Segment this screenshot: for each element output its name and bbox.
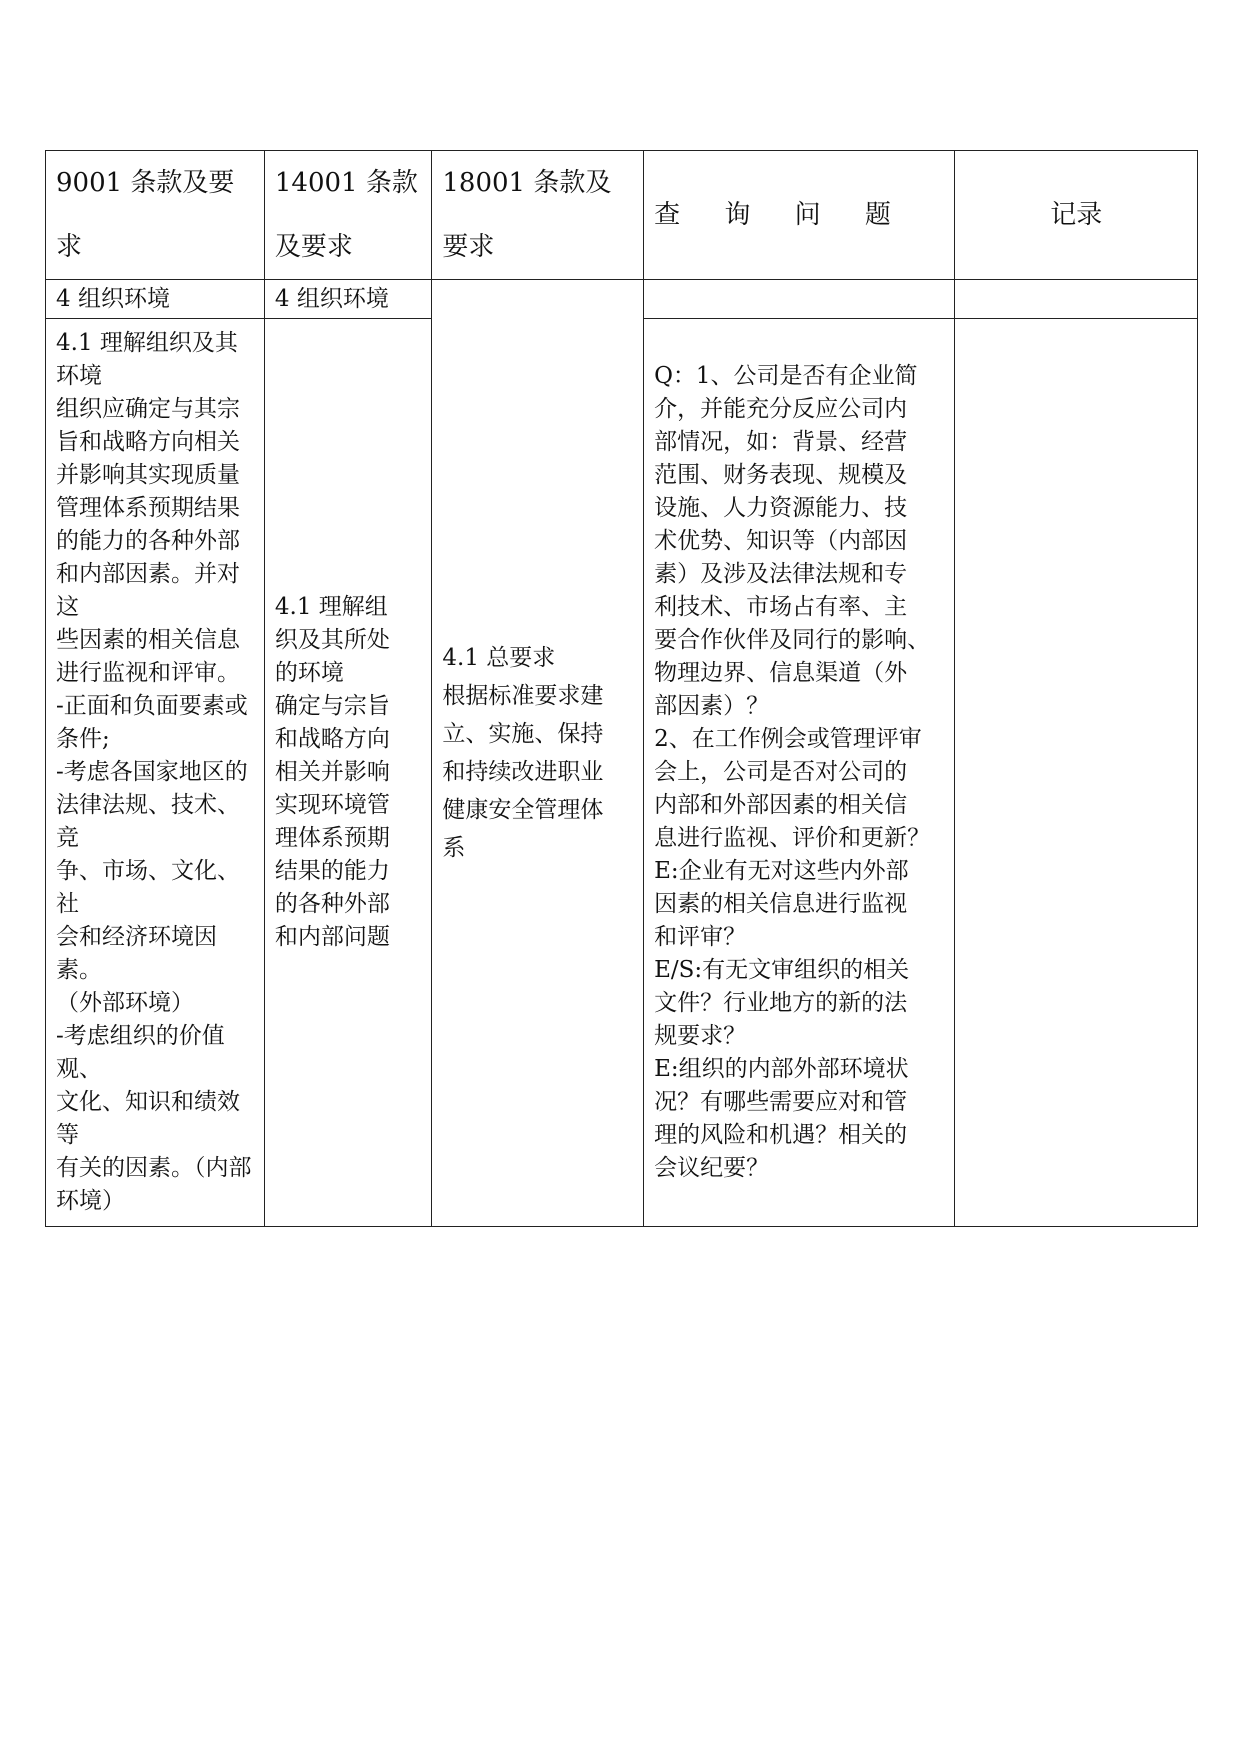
header-9001: 9001 条款及要求: [46, 151, 265, 280]
text-line: 会议纪要？: [654, 1155, 770, 1181]
text-line: 设施、人力资源能力、技: [654, 495, 908, 521]
text-line: 术优势、知识等（内部因: [654, 528, 908, 554]
table-header-row: [46, 151, 1198, 280]
header-record: 记录: [955, 151, 1198, 280]
text-line: 组织应确定与其宗: [56, 396, 240, 422]
text-line: 理的风险和机遇？相关的: [654, 1122, 908, 1148]
text-line: 和战略方向: [274, 726, 390, 752]
text-line: 些因素的相关信息: [56, 627, 240, 653]
text-line: 部情况，如：背景、经营: [654, 429, 908, 455]
text-line: 的环境: [274, 660, 344, 686]
text-line: 相关并影响: [274, 759, 390, 785]
text-line: （外部环境）: [56, 990, 194, 1016]
text-line: 条件;: [56, 726, 110, 752]
text-line: 理体系预期: [274, 825, 390, 851]
text-line: 4.1 理解组: [274, 594, 388, 620]
text-line: 和内部问题: [274, 924, 390, 950]
header-questions: 查 询 问 题: [644, 151, 955, 280]
text-line: 环境）: [56, 1188, 125, 1214]
text-line: 素）及涉及法律法规和专: [654, 561, 908, 587]
text-line: 会上，公司是否对公司的: [654, 759, 908, 785]
text-line: 部因素）？: [654, 693, 770, 719]
section-14001: 4 组织环境: [264, 280, 432, 319]
text-line: 织及其所处: [274, 627, 390, 653]
text-line: 进行监视和评审。: [56, 660, 240, 686]
text-line: 会和经济环境因素。: [56, 924, 217, 983]
text-line: -考虑各国家地区的: [56, 759, 248, 785]
text-line: 要合作伙伴及同行的影响、: [654, 627, 931, 653]
text-line: 文化、知识和绩效等: [56, 1089, 240, 1148]
body-questions: [644, 319, 955, 1227]
text-line: 况？有哪些需要应对和管: [654, 1089, 908, 1115]
text-line: 有关的因素。（内部: [56, 1155, 252, 1181]
text-line: 立、实施、保持: [442, 721, 604, 747]
text-line: 确定与宗旨: [274, 693, 390, 719]
body-9001: [46, 319, 265, 1227]
text-line: 的能力的各种外部: [56, 528, 240, 554]
audit-checklist-table: [45, 150, 1198, 1227]
text-line: E:组织的内部外部环境状: [654, 1056, 909, 1082]
text-line: 环境: [56, 363, 102, 389]
text-line: 旨和战略方向相关: [56, 429, 240, 455]
text-line: 和内部因素。并对这: [56, 561, 240, 620]
text-line: E/S:有无文审组织的相关: [654, 957, 910, 983]
text-line: 介，并能充分反应公司内: [654, 396, 908, 422]
text-line: 2、在工作例会或管理评审: [654, 726, 922, 752]
text-line: E:企业有无对这些内外部: [654, 858, 909, 884]
text-line: -正面和负面要素或: [56, 693, 248, 719]
text-line: -考虑组织的价值观、: [56, 1023, 225, 1082]
text-line: 的各种外部: [274, 891, 390, 917]
text-line: 范围、财务表现、规模及: [654, 462, 908, 488]
section-questions-empty: [644, 280, 955, 319]
text-line: Q：1、公司是否有企业简: [654, 363, 918, 389]
text-line: 物理边界、信息渠道（外: [654, 660, 908, 686]
header-14001: 14001 条款及要求: [264, 151, 432, 280]
section-9001: 4 组织环境: [46, 280, 265, 319]
header-18001: 18001 条款及要求: [432, 151, 644, 280]
text-line: 健康安全管理体: [442, 797, 604, 823]
text-line: 并影响其实现质量: [56, 462, 240, 488]
text-line: 结果的能力: [274, 858, 390, 884]
text-line: 根据标准要求建: [442, 683, 604, 709]
text-line: 规要求？: [654, 1023, 747, 1049]
text-line: 文件？行业地方的新的法: [654, 990, 908, 1016]
text-line: 管理体系预期结果: [56, 495, 240, 521]
body-18001: [432, 280, 644, 1227]
section-record-empty: [955, 280, 1198, 319]
text-line: 息进行监视、评价和更新？: [654, 825, 931, 851]
body-14001: [264, 319, 432, 1227]
text-line: 利技术、市场占有率、主: [654, 594, 908, 620]
text-line: 因素的相关信息进行监视: [654, 891, 908, 917]
text-line: 4.1 总要求: [442, 645, 556, 671]
section-row: [46, 280, 1198, 319]
text-line: 和评审？: [654, 924, 747, 950]
text-line: 内部和外部因素的相关信: [654, 792, 908, 818]
text-line: 实现环境管: [274, 792, 390, 818]
text-line: 法律法规、技术、竞: [56, 792, 240, 851]
text-line: 和持续改进职业: [442, 759, 604, 785]
text-line: 系: [442, 835, 466, 861]
body-record-empty: [955, 319, 1198, 1227]
text-line: 争、市场、文化、社: [56, 858, 240, 917]
text-line: 4.1 理解组织及其: [56, 330, 238, 356]
